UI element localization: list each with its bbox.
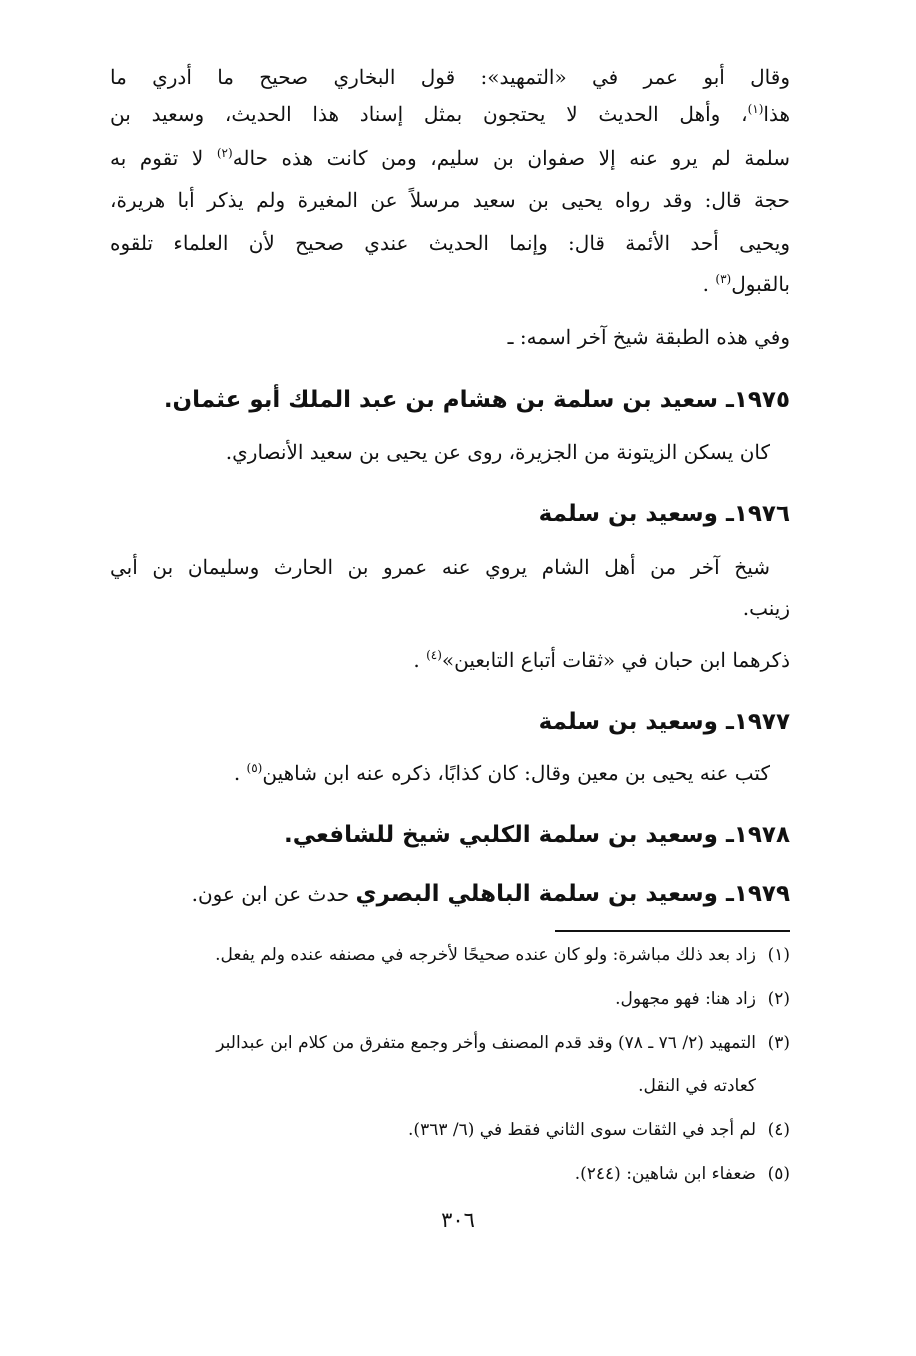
footnote-ref[interactable]: (١) [747,102,764,116]
paragraph-line: وقال أبو عمر في «التمهيد»: قول البخاري صحيح ما أدري ما [110,65,790,89]
footnote-rule [555,930,790,932]
entry-text: شيخ آخر من أهل الشام يروي عنه عمرو بن الحارث وسليمان بن أبي [110,555,770,579]
paragraph-line: وفي هذه الطبقة شيخ آخر اسمه: ـ [507,325,790,349]
footnote-3-continued: كعادته في النقل. [638,1076,756,1096]
entry-heading-1977: ١٩٧٧ـ وسعيد بن سلمة [538,709,790,735]
entry-text: ذكرهما ابن حبان في «ثقات أتباع التابعين»$^{(٤)}$ . [413,648,790,672]
paragraph-line: سلمة لم يرو عنه إلا صفوان بن سليم، ومن كانت هذه حاله$^{(٢)}$ لا تقوم به [110,146,790,170]
footnote-4: (٤)لم أجد في الثقات سوى الثاني فقط في (٦/ ٣٦٣). [408,1120,790,1140]
paragraph-line: ويحيى أحد الأئمة قال: وإنما الحديث عندي صحيح لأن العلماء تلقوه [110,231,790,255]
entry-heading-1979: ١٩٧٩ـ وسعيد بن سلمة الباهلي البصري حدث عن ابن عون. [191,881,790,907]
entry-text: كتب عنه يحيى بن معين وقال: كان كذابًا، ذكره عنه ابن شاهين$^{(٥)}$ . [233,761,770,785]
page-number: ٣٠٦ [441,1208,475,1232]
paragraph-line: حجة قال: وقد رواه يحيى بن سعيد مرسلاً عن المغيرة ولم يذكر أبا هريرة، [110,188,790,212]
entry-heading-1978: ١٩٧٨ـ وسعيد بن سلمة الكلبي شيخ للشافعي. [284,822,790,848]
entry-heading-1976: ١٩٧٦ـ وسعيد بن سلمة [538,501,790,527]
footnote-ref[interactable]: (٣) [715,272,732,286]
footnote-ref[interactable]: (٢) [216,146,233,160]
paragraph-line: هذا$^{(١)}$، وأهل الحديث لا يحتجون بمثل إسناد هذا الحديث، وسعيد بن [110,102,790,126]
entry-heading-1975: ١٩٧٥ـ سعيد بن سلمة بن هشام بن عبد الملك أبو عثمان. [163,387,790,413]
paragraph-line: بالقبول$^{(٣)}$ . [702,272,790,296]
footnote-ref[interactable]: (٥) [246,761,263,775]
footnote-2: (٢)زاد هنا: فهو مجهول. [615,989,790,1009]
footnote-5: (٥)ضعفاء ابن شاهين: (٢٤٤). [574,1164,790,1184]
entry-text: زينب. [742,596,790,620]
entry-text: كان يسكن الزيتونة من الجزيرة، روى عن يحيى بن سعيد الأنصاري. [225,440,770,464]
footnote-ref[interactable]: (٤) [426,648,442,662]
footnote-3: (٣)التمهيد (٢/ ٧٦ ـ ٧٨) وقد قدم المصنف وأخر وجمع متفرق من كلام ابن عبدالبر [216,1033,790,1053]
footnote-1: (١)زاد بعد ذلك مباشرة: ولو كان عنده صحيحًا لأخرجه في مصنفه عنده ولم يفعل. [215,945,790,965]
entry-text: حدث عن ابن عون. [191,882,356,906]
